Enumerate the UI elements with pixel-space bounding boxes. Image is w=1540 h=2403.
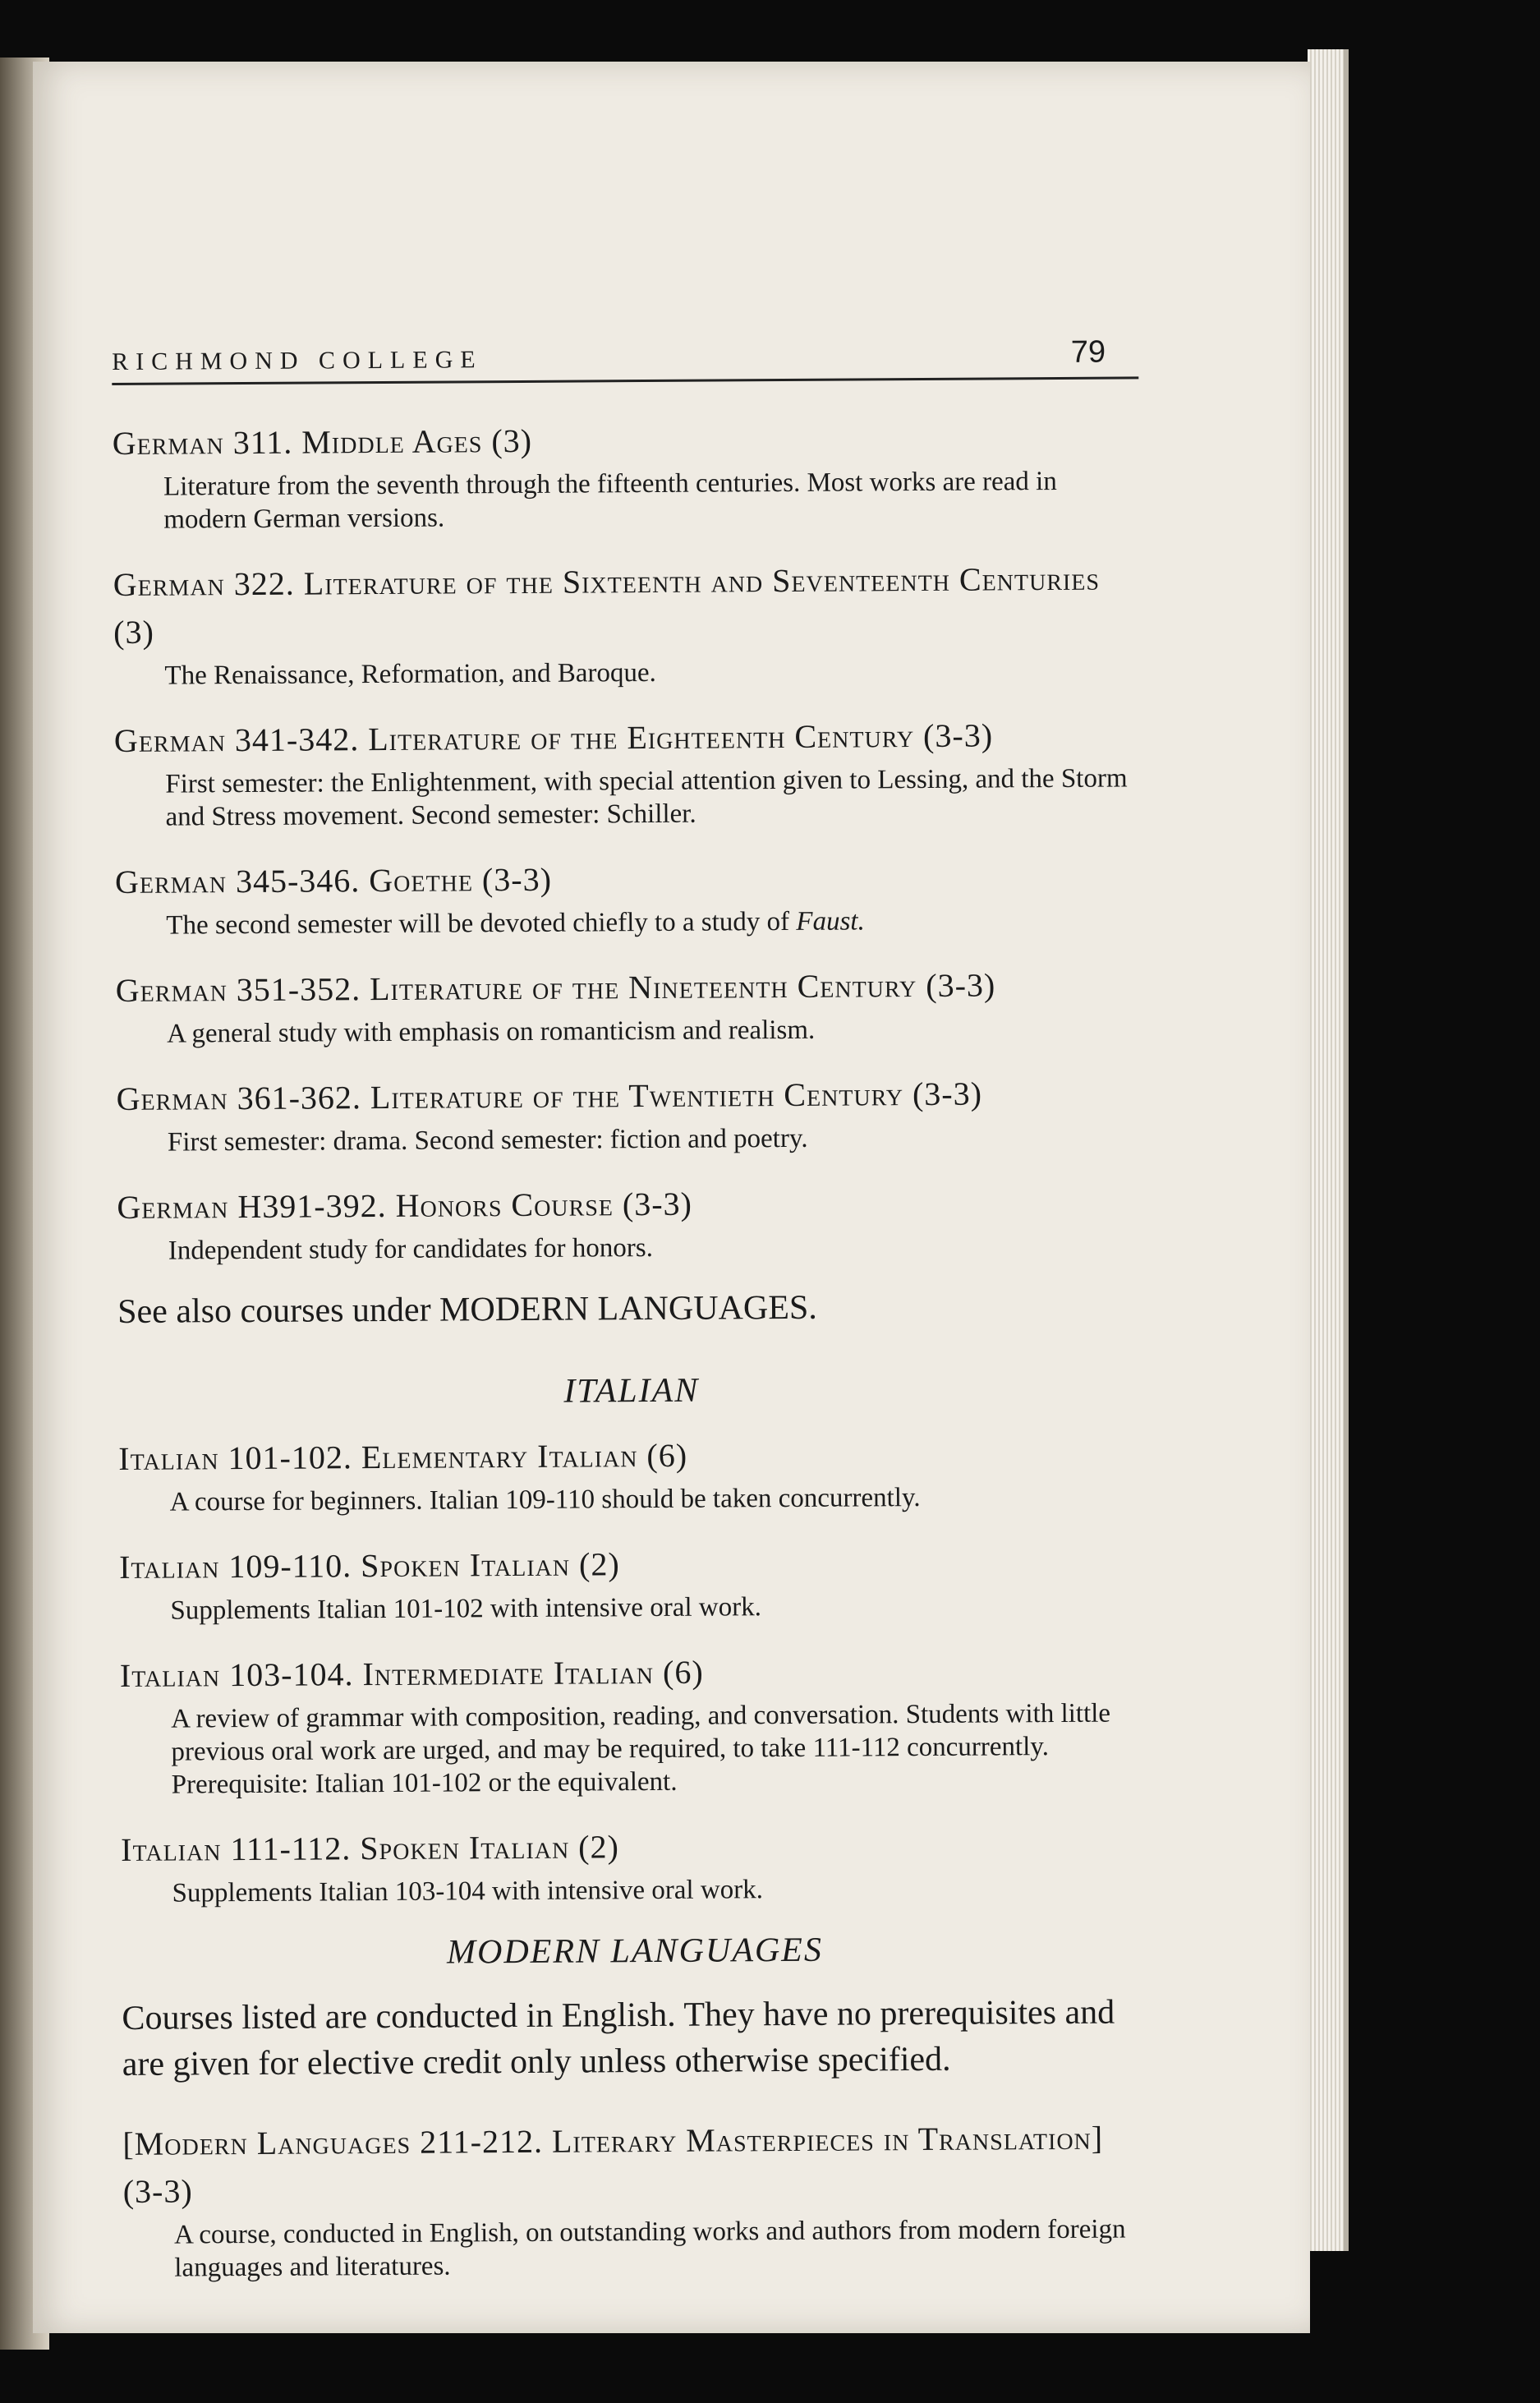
course-description-text: The second semester will be devoted chiefly to a study of [166,906,797,941]
course-entry [117,1177,1144,1268]
course-entry [122,2114,1150,2285]
course-entry [113,555,1141,693]
course-description: Literature from the seventh through the fifteenth centuries. Most works are read in modern German versions. [163,466,1057,535]
course-description: Supplements Italian 101-102 with intensive oral work. [170,1592,762,1626]
book-page [33,62,1310,2333]
course-entry [121,1820,1148,1910]
course-entry [113,413,1140,536]
course-description: A general study with emphasis on romanticism and realism. [167,1015,816,1049]
course-heading: Italian 111-112. Spoken Italian (2) [121,1828,619,1868]
course-heading: Italian 109-110. Spoken Italian (2) [118,1545,620,1586]
course-entry [120,1646,1147,1802]
course-entry [119,1537,1147,1627]
work-title: Faust. [796,906,865,937]
course-heading: German H391-392. Honors Course (3-3) [117,1185,693,1226]
section-title-italian: ITALIAN [563,1371,700,1411]
course-entry [116,1069,1143,1159]
page-number: 79 [1070,334,1106,370]
course-description: Supplements Italian 103-104 with intensive oral work. [172,1875,764,1908]
running-head [112,334,1138,385]
course-description: First semester: drama. Second semester: fiction and poetry. [167,1123,808,1158]
course-description: A course, conducted in English, on outstanding works and authors from modern foreign languages and literatures. [173,2214,1126,2283]
course-entry [118,1429,1146,1519]
course-heading: Italian 101-102. Elementary Italian (6) [118,1436,688,1477]
section-intro: Courses listed are conducted in English. They have no prerequisites and are given for elective credit only unless otherwise specified. [122,1993,1115,2083]
course-description: Independent study for candidates for honors. [168,1232,654,1266]
course-entry [116,960,1143,1051]
course-description [166,903,1142,941]
course-description: First semester: the Enlightenment, with special attention given to Lessing, and the Storm and Stress movement. Second semester: Schiller. [165,763,1128,832]
page-content [112,334,1151,2309]
course-description: A course for beginners. Italian 109-110 should be taken concurrently. [169,1483,921,1517]
running-title: RICHMOND COLLEGE [112,346,483,375]
course-description: The Renaissance, Reformation, and Baroque. [164,657,656,691]
course-heading: German 341-342. Literature of the Eighteenth Century (3-3) [113,716,994,759]
page-edges [1308,49,1349,2251]
see-also-note: See also courses under MODERN LANGUAGES. [117,1288,817,1331]
course-heading: Italian 103-104. Intermediate Italian (6) [119,1653,704,1694]
course-heading: German 351-352. Literature of the Nineteenth Century (3-3) [115,966,996,1009]
course-heading: [Modern Languages 211-212. Literary Masterpieces in Translation] (3-3) [122,2119,1104,2210]
course-heading: German 322. Literature of the Sixteenth and Seventeenth Centuries (3) [113,559,1101,651]
course-heading: German 361-362. Literature of the Twentieth Century (3-3) [116,1075,983,1117]
course-heading: German 345-346. Goethe (3-3) [114,860,553,900]
course-description: A review of grammar with composition, reading, and conversation. Students with little previous oral work are urged, and may be required, to take 111-112 concurrently. Prerequisite: Italian 101-102 or the equivalent. [171,1698,1111,1800]
course-heading: German 311. Middle Ages (3) [112,421,533,462]
course-entry [115,852,1142,942]
section-title-modern-languages: MODERN LANGUAGES [446,1931,824,1972]
course-entry [114,711,1142,834]
